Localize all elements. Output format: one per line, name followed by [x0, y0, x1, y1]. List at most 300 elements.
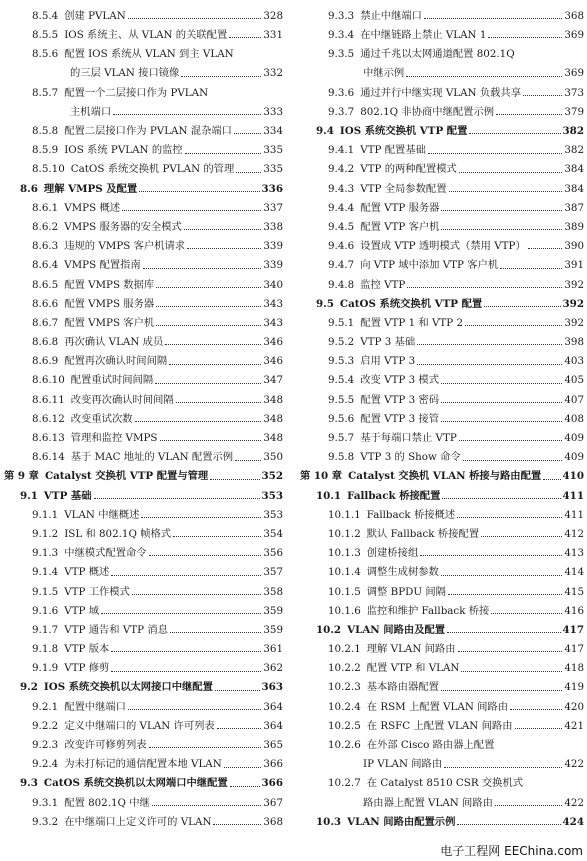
- toc-page-number: 365: [263, 739, 283, 752]
- toc-subsection-entry[interactable]: [300, 271, 584, 290]
- toc-subsection-entry[interactable]: [300, 309, 584, 328]
- toc-entry-number: 9.4.3: [328, 182, 355, 195]
- toc-entry-title: Catalyst 交换机 VTP 配置与管理: [44, 470, 209, 483]
- toc-dot-leader: [447, 632, 560, 633]
- toc-subsection-entry[interactable]: [4, 386, 283, 405]
- toc-subsection-entry[interactable]: [4, 2, 283, 21]
- toc-dot-leader: [149, 555, 262, 556]
- toc-entry-number: 10.2.4: [328, 700, 361, 713]
- toc-entry-number: 9.1.2: [32, 527, 59, 540]
- toc-section-entry[interactable]: [300, 290, 584, 309]
- toc-entry-number: 8.6.2: [32, 220, 59, 233]
- toc-entry-title: 改变许可修剪列表: [64, 739, 147, 752]
- toc-entry-title: VTP 概述: [64, 566, 110, 579]
- toc-subsection-entry[interactable]: [300, 136, 584, 155]
- toc-dot-leader: [235, 460, 261, 461]
- toc-entry-number: 10.1: [316, 489, 342, 502]
- toc-dot-leader: [459, 440, 563, 441]
- toc-page-number: 368: [263, 815, 283, 828]
- toc-entry-title: 在 Catalyst 8510 CSR 交换机式: [366, 777, 524, 790]
- toc-entry-title: 设置成 VTP 透明模式（禁用 VTP）: [360, 240, 526, 253]
- toc-subsection-entry[interactable]: [4, 347, 283, 366]
- toc-entry-title: VTP 全局参数配置: [360, 182, 447, 195]
- toc-page-number: 369: [564, 67, 584, 80]
- toc-entry-title: IOS 系统 PVLAN 的监控: [64, 144, 183, 157]
- toc-entry-number: 9.4: [316, 125, 334, 138]
- toc-page-number: 407: [564, 393, 584, 406]
- toc-subsection-entry[interactable]: [4, 213, 283, 232]
- toc-page-number: 373: [564, 86, 584, 99]
- toc-subsection-entry[interactable]: [300, 232, 584, 251]
- toc-dot-leader: [465, 325, 562, 326]
- toc-entry-title: 在中继链路上禁止 VLAN 1: [360, 29, 487, 42]
- toc-dot-leader: [469, 133, 560, 134]
- toc-subsection-entry[interactable]: [300, 40, 584, 59]
- toc-entry-title: 向 VTP 域中添加 VTP 客户机: [360, 259, 499, 272]
- toc-subsection-entry[interactable]: [300, 520, 584, 539]
- toc-page-number: 363: [261, 681, 283, 694]
- toc-entry-title: IOS 系统交换机以太网接口中继配置: [43, 681, 213, 694]
- toc-dot-leader: [141, 517, 261, 518]
- toc-page-number: 343: [263, 316, 283, 329]
- toc-dot-leader: [441, 421, 562, 422]
- toc-subsection-entry[interactable]: [4, 328, 283, 347]
- toc-section-entry[interactable]: [300, 616, 584, 635]
- toc-subsection-entry[interactable]: [300, 750, 584, 769]
- toc-page-number: 418: [564, 662, 584, 675]
- toc-subsection-entry[interactable]: [4, 750, 283, 769]
- toc-subsection-entry[interactable]: [4, 693, 283, 712]
- toc-entry-title: 理解 VLAN 间路由: [366, 643, 456, 656]
- toc-entry-title: 启用 VTP 3: [360, 355, 416, 368]
- toc-subsection-entry[interactable]: [300, 731, 584, 750]
- toc-entry-title: ISL 和 802.1Q 帧格式: [64, 527, 172, 540]
- toc-subsection-entry[interactable]: [300, 443, 584, 462]
- toc-page-number: 336: [261, 182, 283, 195]
- toc-page-number: 356: [263, 547, 283, 560]
- toc-entry-number: 10.2.7: [328, 777, 361, 790]
- toc-subsection-entry[interactable]: [4, 731, 283, 750]
- toc-subsection-entry[interactable]: [300, 194, 584, 213]
- toc-page-number: 414: [564, 566, 584, 579]
- toc-entry-title: Fallback 桥接配置: [347, 489, 441, 502]
- toc-entry-number: 8.6.6: [32, 297, 59, 310]
- toc-page-number: 359: [263, 604, 283, 617]
- toc-dot-leader: [510, 709, 562, 710]
- toc-page-number: 417: [564, 643, 584, 656]
- toc-entry-title: 配置 VTP 3 密码: [360, 393, 439, 406]
- toc-entry-title: 配置重试时间间隔: [70, 374, 154, 387]
- toc-entry-number: 9.4.8: [328, 278, 355, 291]
- toc-entry-title: 为未打标记的通信配置本地 VLAN: [64, 758, 222, 771]
- toc-entry-title: 配置再次确认时间间隔: [64, 355, 168, 368]
- toc-entry-title: 802.1Q 非协商中继配置示例: [360, 105, 495, 118]
- toc-entry-title: 再次确认 VLAN 成员: [64, 336, 164, 349]
- toc-chapter-entry[interactable]: [300, 463, 584, 482]
- toc-entry-number: 9.4.2: [328, 163, 355, 176]
- toc-subsection-entry[interactable]: [300, 539, 584, 558]
- toc-entry-number: 8.6.3: [32, 240, 59, 253]
- toc-subsection-entry[interactable]: [300, 328, 584, 347]
- toc-subsection-entry[interactable]: [4, 808, 283, 827]
- toc-dot-leader: [165, 344, 261, 345]
- toc-dot-leader: [441, 210, 562, 211]
- toc-subsection-entry[interactable]: [4, 40, 283, 59]
- toc-subsection-entry[interactable]: [4, 194, 283, 213]
- toc-entry-number: 8.6.8: [32, 336, 59, 349]
- toc-entry-number: 9.5.4: [328, 374, 355, 387]
- toc-entry-title: 监控和维护 Fallback 桥接: [366, 604, 490, 617]
- toc-page-number: 352: [261, 470, 283, 483]
- toc-dot-leader: [94, 498, 260, 499]
- toc-subsection-entry[interactable]: [300, 79, 584, 98]
- toc-entry-number: 9.4.7: [328, 259, 355, 272]
- toc-page-number: 361: [263, 643, 283, 656]
- toc-dot-leader: [444, 767, 562, 768]
- toc-entry-number: 8.6.14: [32, 451, 65, 464]
- toc-page-number: 348: [263, 412, 283, 425]
- toc-subsection-entry[interactable]: [4, 712, 283, 731]
- toc-entry-title: VTP 域: [64, 604, 100, 617]
- toc-page-number: 362: [263, 662, 283, 675]
- toc-subsection-entry[interactable]: [300, 674, 584, 693]
- toc-entry-number: 8.6.4: [32, 259, 59, 272]
- toc-subsection-entry[interactable]: [300, 175, 584, 194]
- toc-entry-title: 违规的 VMPS 客户机请求: [64, 240, 186, 253]
- toc-page-number: 413: [564, 547, 584, 560]
- toc-entry-number: 8.5.9: [32, 144, 59, 157]
- toc-subsection-entry[interactable]: [300, 635, 584, 654]
- toc-entry-number: 9.4.6: [328, 240, 355, 253]
- toc-dot-leader: [185, 153, 262, 154]
- toc-subsection-entry[interactable]: [300, 597, 584, 616]
- toc-entry-number: 8.6.13: [32, 432, 65, 445]
- toc-dot-leader: [176, 402, 262, 403]
- toc-page-number: 353: [261, 489, 283, 502]
- toc-dot-leader: [463, 460, 563, 461]
- toc-dot-leader: [441, 383, 562, 384]
- toc-subsection-entry[interactable]: [4, 290, 283, 309]
- toc-entry-title: 改变再次确认时间间隔: [70, 393, 174, 406]
- toc-dot-leader: [234, 133, 261, 134]
- toc-page-number: 403: [564, 355, 584, 368]
- toc-page-number: 364: [263, 700, 283, 713]
- toc-page-number: 392: [564, 316, 584, 329]
- toc-subsection-entry[interactable]: [4, 156, 283, 175]
- toc-dot-leader: [236, 172, 261, 173]
- toc-entry-title: 改变 VTP 3 模式: [360, 374, 439, 387]
- toc-subsection-entry[interactable]: [300, 60, 584, 79]
- toc-page-number: 339: [263, 259, 283, 272]
- toc-entry-number: 10.2.6: [328, 739, 361, 752]
- toc-subsection-entry[interactable]: [4, 558, 283, 577]
- toc-page-number: 392: [564, 278, 584, 291]
- toc-entry-number: 8.5.6: [32, 48, 59, 61]
- toc-entry-title: 基本路由器配置: [366, 681, 439, 694]
- toc-section-entry[interactable]: [4, 770, 283, 789]
- toc-dot-leader: [215, 690, 260, 691]
- toc-subsection-entry[interactable]: [4, 367, 283, 386]
- toc-entry-title: 在外部 Cisco 路由器上配置: [366, 739, 495, 752]
- toc-subsection-entry[interactable]: [4, 60, 283, 79]
- toc-entry-title: 禁止中继端口: [360, 9, 422, 22]
- toc-dot-leader: [111, 651, 261, 652]
- toc-dot-leader: [213, 824, 261, 825]
- toc-entry-title: VTP 的两种配置模式: [360, 163, 457, 176]
- toc-subsection-entry[interactable]: [300, 501, 584, 520]
- toc-entry-title: 在中继端口上定义许可的 VLAN: [64, 815, 212, 828]
- toc-page-number: 410: [562, 470, 584, 483]
- toc-page-number: 391: [564, 259, 584, 272]
- toc-entry-title: 管理和监控 VMPS: [70, 432, 158, 445]
- toc-entry-title: Fallback 桥接概述: [366, 508, 456, 521]
- toc-subsection-entry[interactable]: [4, 597, 283, 616]
- toc-entry-number: 9.3.3: [328, 9, 355, 22]
- toc-subsection-entry[interactable]: [300, 367, 584, 386]
- toc-dot-leader: [481, 536, 562, 537]
- toc-subsection-entry[interactable]: [4, 424, 283, 443]
- toc-dot-leader: [173, 536, 261, 537]
- toc-page-number: 338: [263, 220, 283, 233]
- toc-page-number: 343: [263, 297, 283, 310]
- toc-page-number: 328: [263, 9, 283, 22]
- toc-page-number: 333: [263, 105, 283, 118]
- toc-page-number: 384: [564, 182, 584, 195]
- toc-page-number: 369: [564, 29, 584, 42]
- toc-page-number: 420: [564, 700, 584, 713]
- toc-entry-title: VLAN 中继概述: [64, 508, 140, 521]
- toc-page-number: 346: [263, 355, 283, 368]
- toc-entry-title: 配置 VTP 3 接管: [360, 412, 439, 425]
- toc-entry-title: 配置 VTP 服务器: [360, 201, 440, 214]
- toc-dot-leader: [160, 440, 262, 441]
- toc-dot-leader: [170, 632, 261, 633]
- toc-page-number: 332: [263, 67, 283, 80]
- toc-dot-leader: [143, 268, 262, 269]
- toc-entry-number: 9.1.9: [32, 662, 59, 675]
- toc-subsection-entry[interactable]: [300, 693, 584, 712]
- toc-page-number: 390: [564, 240, 584, 253]
- toc-chapter-entry[interactable]: [4, 463, 283, 482]
- toc-entry-number: 10.2.1: [328, 643, 361, 656]
- toc-dot-leader: [441, 575, 563, 576]
- toc-dot-leader: [156, 306, 261, 307]
- toc-subsection-entry[interactable]: [4, 405, 283, 424]
- toc-entry-number: 9.3.6: [328, 86, 355, 99]
- toc-entry-number: 9.3.2: [32, 815, 59, 828]
- toc-entry-title: 调整生成树参数: [366, 566, 439, 579]
- toc-entry-title: 主机端口: [70, 105, 112, 118]
- toc-entry-number: 9.3: [20, 777, 38, 790]
- toc-entry-title: VMPS 服务器的安全模式: [64, 220, 182, 233]
- toc-dot-leader: [441, 690, 563, 691]
- toc-entry-number: 9.4.1: [328, 144, 355, 157]
- toc-dot-leader: [528, 248, 563, 249]
- toc-entry-number: 9.1.8: [32, 643, 59, 656]
- toc-page-number: 348: [263, 393, 283, 406]
- toc-entry-number: 第 9 章: [4, 470, 39, 483]
- toc-page-number: 331: [263, 29, 283, 42]
- toc-section-entry[interactable]: [4, 482, 283, 501]
- toc-subsection-entry[interactable]: [4, 309, 283, 328]
- toc-subsection-entry[interactable]: [300, 424, 584, 443]
- toc-entry-number: 8.6.7: [32, 316, 59, 329]
- toc-dot-leader: [122, 210, 261, 211]
- toc-dot-leader: [169, 364, 261, 365]
- toc-entry-number: 9.1.4: [32, 566, 59, 579]
- toc-left-column: [4, 2, 283, 827]
- toc-dot-leader: [488, 37, 562, 38]
- toc-entry-number: 10.1.1: [328, 508, 361, 521]
- toc-entry-number: 9.2.4: [32, 758, 59, 771]
- toc-entry-title: 调整 BPDU 间隔: [366, 585, 446, 598]
- toc-subsection-entry[interactable]: [300, 386, 584, 405]
- toc-entry-title: Catalyst 交换机 VLAN 桥接与路由配置: [348, 470, 542, 483]
- toc-subsection-entry[interactable]: [300, 2, 584, 21]
- toc-page-number: 415: [564, 585, 584, 598]
- toc-subsection-entry[interactable]: [4, 616, 283, 635]
- toc-entry-number: 9.5.5: [328, 393, 355, 406]
- toc-page-number: 419: [564, 681, 584, 694]
- toc-subsection-entry[interactable]: [4, 501, 283, 520]
- toc-subsection-entry[interactable]: [4, 79, 283, 98]
- toc-entry-number: 9.1.3: [32, 547, 59, 560]
- toc-page-number: 357: [263, 566, 283, 579]
- toc-subsection-entry[interactable]: [4, 251, 283, 270]
- toc-dot-leader: [156, 325, 261, 326]
- toc-dot-leader: [523, 95, 562, 96]
- toc-section-entry[interactable]: [4, 674, 283, 693]
- toc-entry-title: CatOS 系统交换机以太网端口中继配置: [43, 777, 228, 790]
- toc-entry-title: 默认 Fallback 桥接配置: [366, 527, 480, 540]
- toc-page-number: 334: [263, 125, 283, 138]
- toc-subsection-entry[interactable]: [300, 558, 584, 577]
- toc-subsection-entry[interactable]: [4, 136, 283, 155]
- toc-dot-leader: [113, 114, 261, 115]
- toc-subsection-entry[interactable]: [4, 789, 283, 808]
- toc-subsection-entry[interactable]: [300, 251, 584, 270]
- toc-entry-number: 10.1.6: [328, 604, 361, 617]
- toc-section-entry[interactable]: [4, 175, 283, 194]
- toc-entry-title: CatOS 系统交换机 PVLAN 的管理: [70, 163, 235, 176]
- toc-dot-leader: [181, 76, 261, 77]
- toc-entry-title: 创建桥接组: [366, 547, 419, 560]
- toc-entry-number: 9.2: [20, 681, 38, 694]
- toc-subsection-entry[interactable]: [300, 789, 584, 808]
- toc-entry-number: 9.3.7: [328, 105, 355, 118]
- toc-section-entry[interactable]: [300, 808, 584, 827]
- toc-subsection-entry[interactable]: [4, 98, 283, 117]
- toc-entry-title: 配置中继端口: [64, 700, 126, 713]
- toc-page-number: 409: [564, 432, 584, 445]
- toc-entry-title: 配置 VMPS 客户机: [64, 316, 155, 329]
- toc-page-number: 358: [263, 585, 283, 598]
- toc-entry-title: CatOS 系统交换机 VTP 配置: [339, 297, 483, 310]
- toc-dot-leader: [135, 421, 262, 422]
- toc-page-number: 346: [263, 336, 283, 349]
- toc-entry-title: 创建 PVLAN: [64, 9, 126, 22]
- toc-subsection-entry[interactable]: [4, 443, 283, 462]
- toc-page-number: 398: [564, 336, 584, 349]
- toc-section-entry[interactable]: [300, 117, 584, 136]
- toc-dot-leader: [224, 767, 262, 768]
- toc-entry-number: 9.5.3: [328, 355, 355, 368]
- toc-dot-leader: [128, 709, 261, 710]
- toc-dot-leader: [184, 229, 262, 230]
- toc-dot-leader: [230, 786, 260, 787]
- toc-subsection-entry[interactable]: [300, 712, 584, 731]
- toc-entry-title: 配置 VTP 1 和 VTP 2: [360, 316, 464, 329]
- toc-subsection-entry[interactable]: [4, 539, 283, 558]
- toc-entry-title: 改变重试次数: [70, 412, 133, 425]
- toc-entry-title: IOS 系统主、从 VLAN 的关联配置: [64, 29, 228, 42]
- toc-page-number: 364: [263, 719, 283, 732]
- toc-subsection-entry[interactable]: [300, 770, 584, 789]
- toc-page-number: 347: [263, 374, 283, 387]
- toc-page-number: 387: [564, 201, 584, 214]
- toc-subsection-entry[interactable]: [300, 156, 584, 175]
- toc-entry-number: 10.2: [316, 623, 342, 636]
- toc-dot-leader: [457, 517, 562, 518]
- toc-page-number: 416: [564, 604, 584, 617]
- toc-entry-number: 9.3.4: [328, 29, 355, 42]
- toc-dot-leader: [217, 728, 262, 729]
- toc-page-number: 353: [263, 508, 283, 521]
- toc-entry-number: 8.5.7: [32, 86, 59, 99]
- toc-entry-number: 10.1.4: [328, 566, 361, 579]
- toc-subsection-entry[interactable]: [4, 654, 283, 673]
- toc-entry-number: 8.6.9: [32, 355, 59, 368]
- toc-page-number: 424: [562, 815, 584, 828]
- toc-subsection-entry[interactable]: [4, 232, 283, 251]
- toc-subsection-entry[interactable]: [300, 347, 584, 366]
- toc-entry-number: 9.3.5: [328, 48, 355, 61]
- toc-subsection-entry[interactable]: [4, 117, 283, 136]
- toc-page-number: 392: [562, 297, 584, 310]
- toc-entry-number: 9.5.2: [328, 336, 355, 349]
- toc-entry-title: 基于每端口禁止 VTP: [360, 432, 457, 445]
- toc-page-number: 339: [263, 240, 283, 253]
- toc-subsection-entry[interactable]: [300, 405, 584, 424]
- toc-entry-title: 配置 VTP 和 VLAN: [366, 662, 460, 675]
- toc-subsection-entry[interactable]: [4, 21, 283, 40]
- toc-subsection-entry[interactable]: [300, 213, 584, 232]
- toc-entry-title: 通过并行中继实现 VLAN 负载共享: [360, 86, 522, 99]
- toc-subsection-entry[interactable]: [4, 578, 283, 597]
- toc-dot-leader: [515, 728, 563, 729]
- toc-dot-leader: [210, 479, 259, 480]
- toc-entry-number: 8.6.11: [32, 393, 65, 406]
- toc-subsection-entry[interactable]: [300, 21, 584, 40]
- toc-right-column: [300, 2, 584, 827]
- toc-entry-number: 9.1.1: [32, 508, 59, 521]
- toc-subsection-entry[interactable]: [4, 520, 283, 539]
- toc-dot-leader: [417, 364, 562, 365]
- toc-dot-leader: [449, 191, 563, 192]
- toc-subsection-entry[interactable]: [300, 654, 584, 673]
- toc-page-number: 366: [263, 758, 283, 771]
- toc-subsection-entry[interactable]: [300, 98, 584, 117]
- toc-subsection-entry[interactable]: [4, 635, 283, 654]
- toc-entry-title: VTP 通告和 VTP 消息: [64, 623, 168, 636]
- toc-entry-title: 理解 VMPS 及配置: [43, 182, 138, 195]
- toc-subsection-entry[interactable]: [300, 578, 584, 597]
- toc-dot-leader: [459, 172, 563, 173]
- toc-subsection-entry[interactable]: [4, 271, 283, 290]
- toc-page-number: 337: [263, 201, 283, 214]
- toc-section-entry[interactable]: [300, 482, 584, 501]
- toc-entry-number: 8.6: [20, 182, 38, 195]
